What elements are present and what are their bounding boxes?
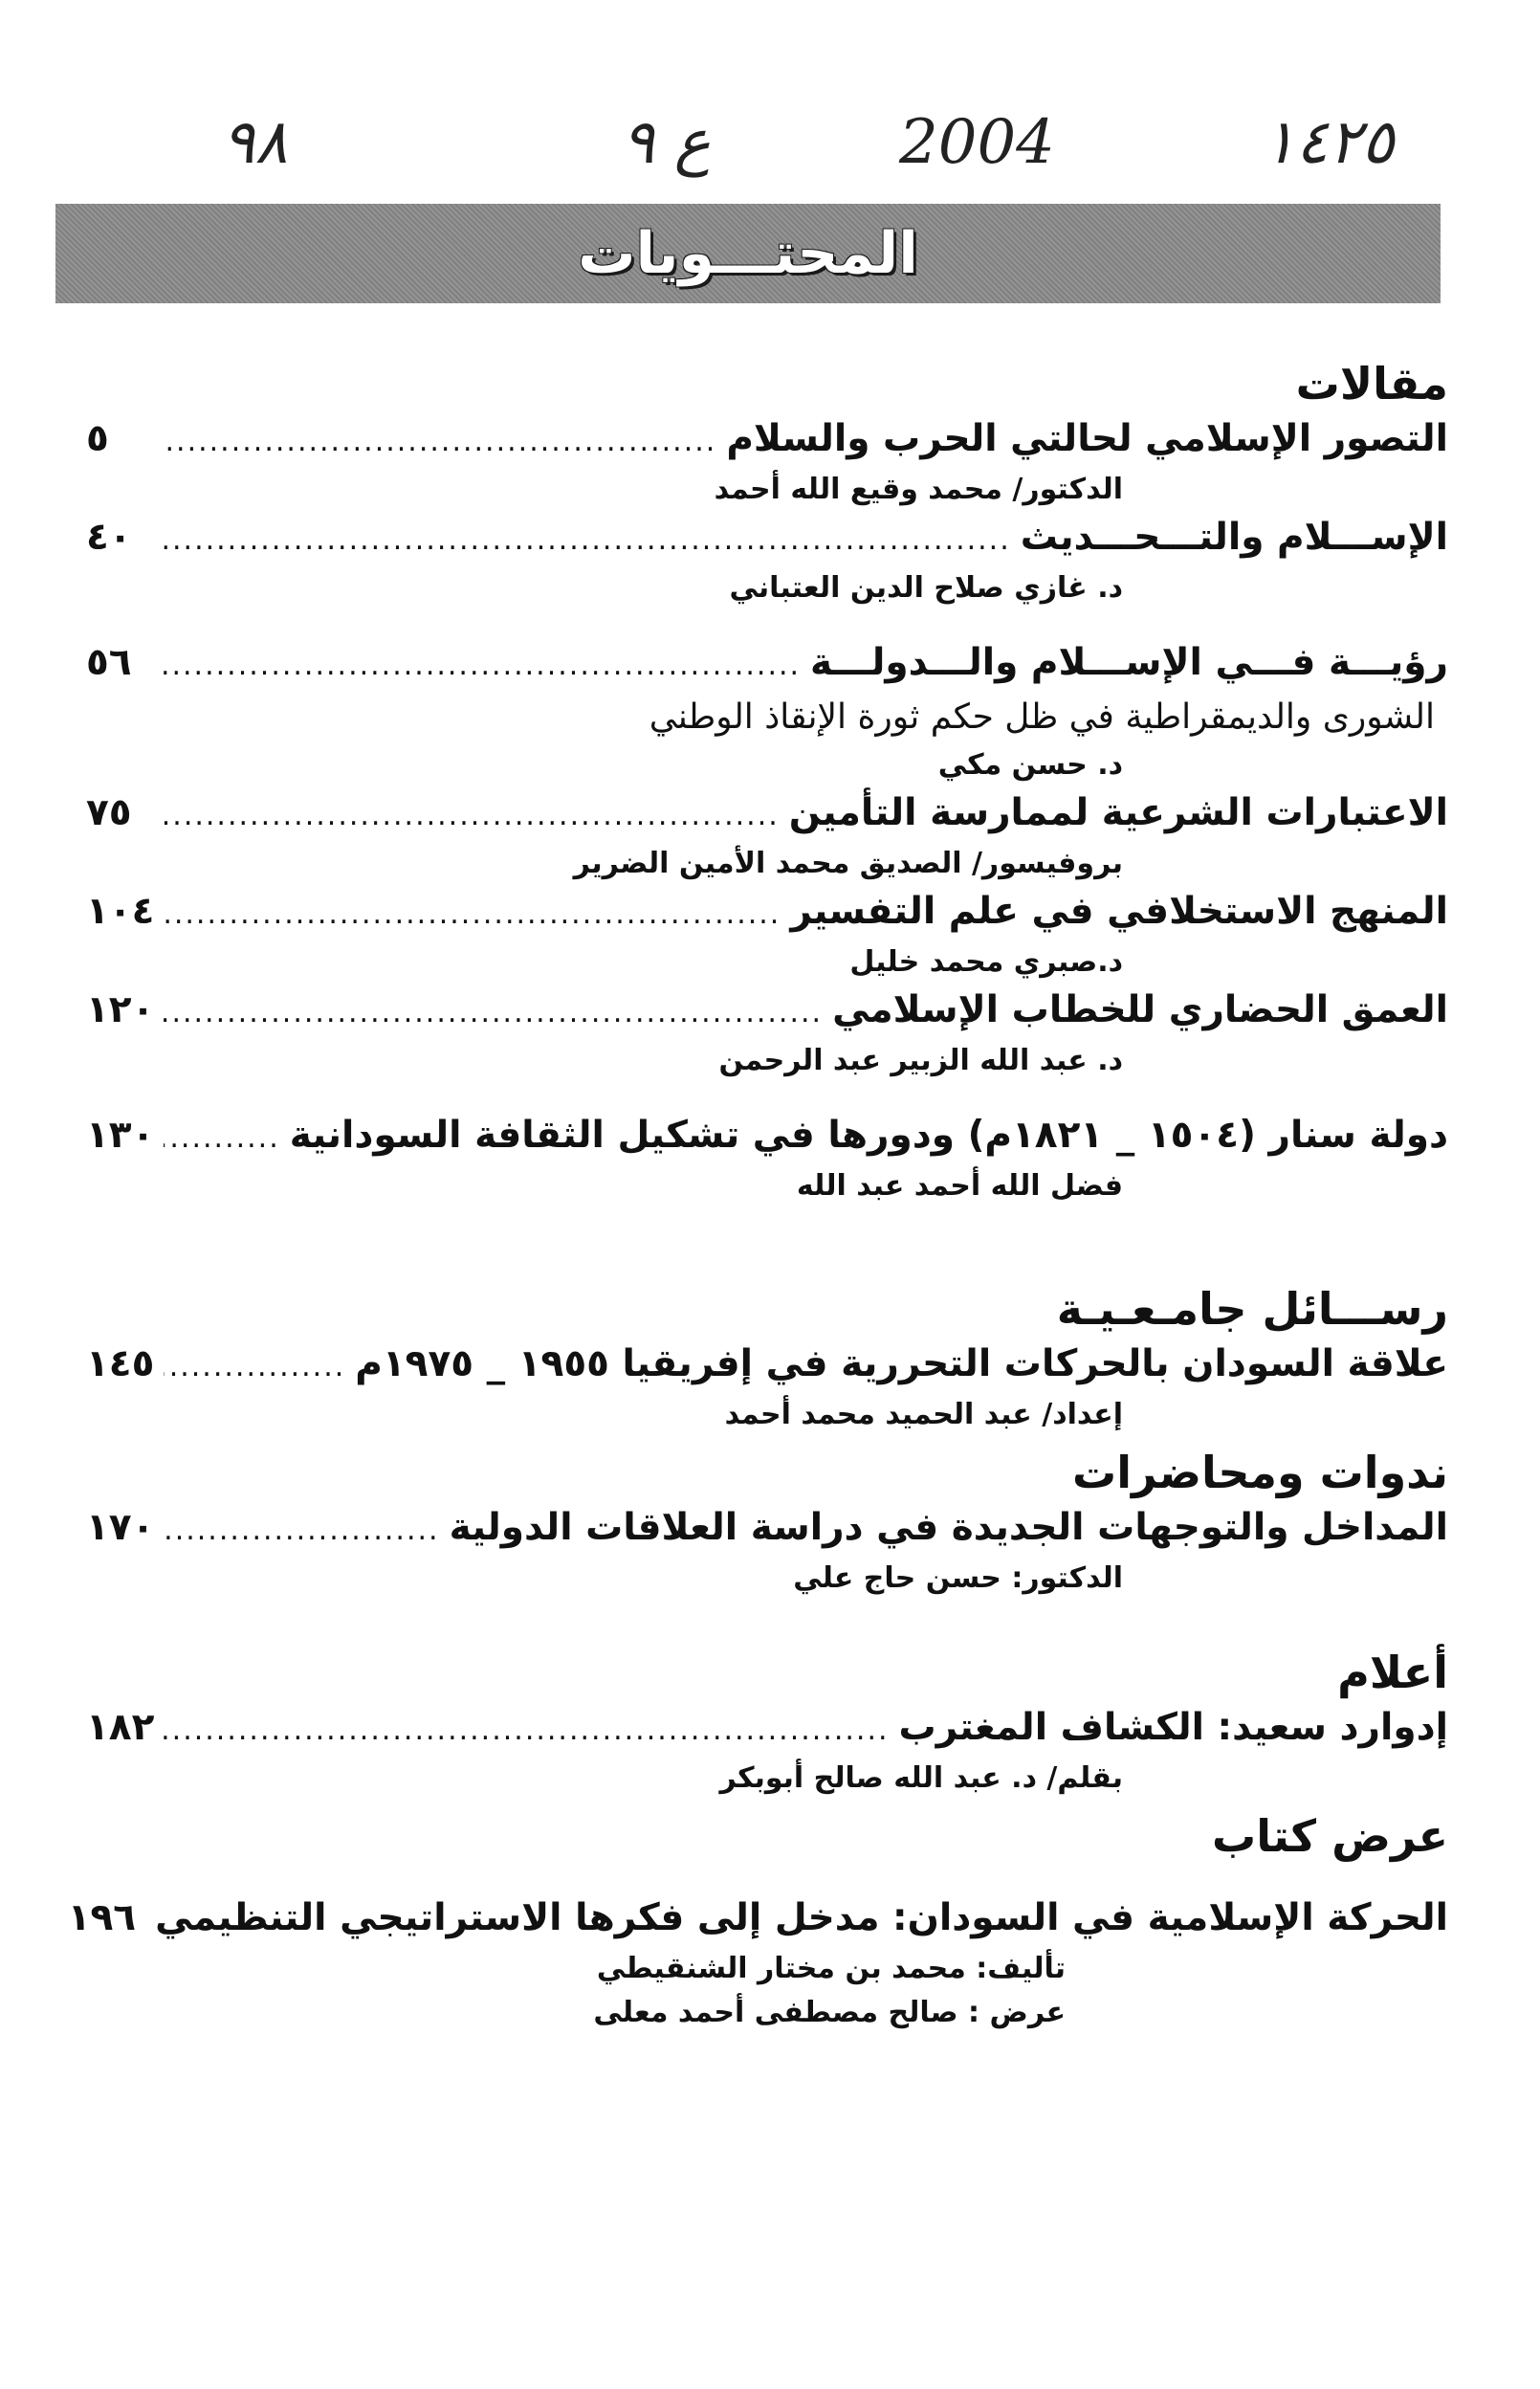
page-number: ١٧٠ — [86, 1506, 155, 1549]
dot-leader — [164, 1505, 439, 1557]
dot-leader — [164, 1705, 889, 1757]
entry-title: علاقة السودان بالحركات التحررية في إفريقيا ١٩٥٥ _ ١٩٧٥م — [355, 1342, 1448, 1385]
page-number: ١٨٢ — [86, 1706, 155, 1749]
dot-leader — [163, 416, 716, 468]
entry-author: بروفيسور/ الصديق محمد الأمين الضرير — [573, 847, 1123, 880]
entry-author: د. عبد الله الزبير عبد الرحمن — [718, 1044, 1123, 1077]
table-of-contents — [67, 354, 1448, 2035]
contents-title: المحتـــويات — [578, 220, 918, 287]
entry-title: الحركة الإسلامية في السودان: مدخل إلى فكرها الاستراتيجي التنظيمي — [155, 1896, 1448, 1939]
entry-author: إعداد/ عبد الحميد محمد أحمد — [724, 1398, 1123, 1431]
entry-subtitle: الشورى والديمقراطية في ظل حكم ثورة الإنقاذ الوطني — [649, 697, 1435, 737]
dot-leader — [163, 515, 1011, 566]
entry-author: تأليف: محمد بن مختار الشنقيطي — [596, 1952, 1066, 1985]
entry-title: الاعتبارات الشرعية لممارسة التأمين — [788, 791, 1448, 834]
page-number: ٥٦ — [86, 641, 132, 684]
entry-author: د. غازي صلاح الدين العتباني — [729, 571, 1123, 605]
toc-entry[interactable] — [86, 1702, 1448, 1757]
entry-title: الإســـلام والتـــحـــديث — [1020, 516, 1448, 559]
entry-author: الدكتور/ محمد وقيع الله أحمد — [714, 473, 1123, 506]
toc-entry[interactable] — [86, 787, 1448, 842]
entry-title: العمق الحضاري للخطاب الإسلامي — [832, 988, 1448, 1031]
dot-leader — [164, 889, 781, 940]
page-number: ١٢٠ — [86, 988, 155, 1031]
handwritten-page-number: ٩٨ — [222, 107, 288, 178]
entry-title: التصور الإسلامي لحالتي الحرب والسلام — [726, 417, 1448, 460]
entry-reviewer: عرض : صالح مصطفى أحمد معلى — [593, 1996, 1066, 2029]
handwritten-annotations — [0, 107, 1540, 212]
handwritten-hijri-year: ١٤٢٥ — [1263, 107, 1395, 178]
entry-title: إدوارد سعيد: الكشاف المغترب — [898, 1706, 1448, 1749]
page-number: ٤٠ — [86, 516, 132, 559]
page-number: ١٠٤ — [86, 890, 155, 933]
toc-entry[interactable] — [67, 1892, 1448, 1947]
section-heading-figures: أعلام — [1337, 1647, 1448, 1698]
entry-author: بقلم/ د. عبد الله صالح أبوبكر — [719, 1761, 1123, 1795]
toc-entry[interactable] — [86, 984, 1448, 1039]
toc-entry[interactable] — [86, 637, 1448, 692]
dot-leader — [163, 640, 801, 692]
section-heading-theses: رســـائل جامـعـيـة — [1056, 1283, 1448, 1335]
page-number: ١٤٥ — [86, 1342, 155, 1385]
handwritten-issue: ع ٩ — [622, 107, 711, 178]
toc-entry[interactable] — [86, 512, 1448, 566]
dot-leader — [164, 1113, 279, 1164]
entry-title: دولة سنار (١٥٠٤ _ ١٨٢١م) ودورها في تشكيل الثقافة السودانية — [289, 1114, 1448, 1157]
toc-entry[interactable] — [86, 886, 1448, 940]
entry-author: د. حسن مكي — [937, 748, 1123, 782]
entry-author: الدكتور: حسن حاج علي — [793, 1561, 1123, 1595]
toc-entry[interactable] — [86, 1338, 1448, 1393]
handwritten-year: 2004 — [899, 107, 1055, 178]
entry-title: المداخل والتوجهات الجديدة في دراسة العلاقات الدولية — [449, 1506, 1448, 1549]
entry-author: د.صبري محمد خليل — [849, 945, 1123, 979]
page-number: ٧٥ — [86, 791, 132, 834]
section-heading-articles: مقالات — [1295, 358, 1448, 409]
section-heading-seminars: ندوات ومحاضرات — [1072, 1447, 1448, 1498]
toc-entry[interactable] — [86, 1110, 1448, 1164]
page-number: ٥ — [86, 417, 109, 460]
dot-leader — [164, 1341, 345, 1393]
entry-author: فضل الله أحمد عبد الله — [796, 1169, 1123, 1203]
page-number: ١٣٠ — [86, 1114, 155, 1157]
section-heading-book-review: عرض كتاب — [1212, 1810, 1448, 1862]
entry-title: رؤيـــة فـــي الإســـلام والـــدولـــة — [810, 641, 1448, 684]
contents-banner — [55, 204, 1441, 303]
toc-entry[interactable] — [86, 413, 1448, 468]
page-number: ١٩٦ — [67, 1896, 137, 1939]
dot-leader — [164, 987, 823, 1039]
toc-entry[interactable] — [86, 1502, 1448, 1557]
dot-leader — [163, 790, 780, 842]
entry-title: المنهج الاستخلافي في علم التفسير — [790, 890, 1448, 933]
